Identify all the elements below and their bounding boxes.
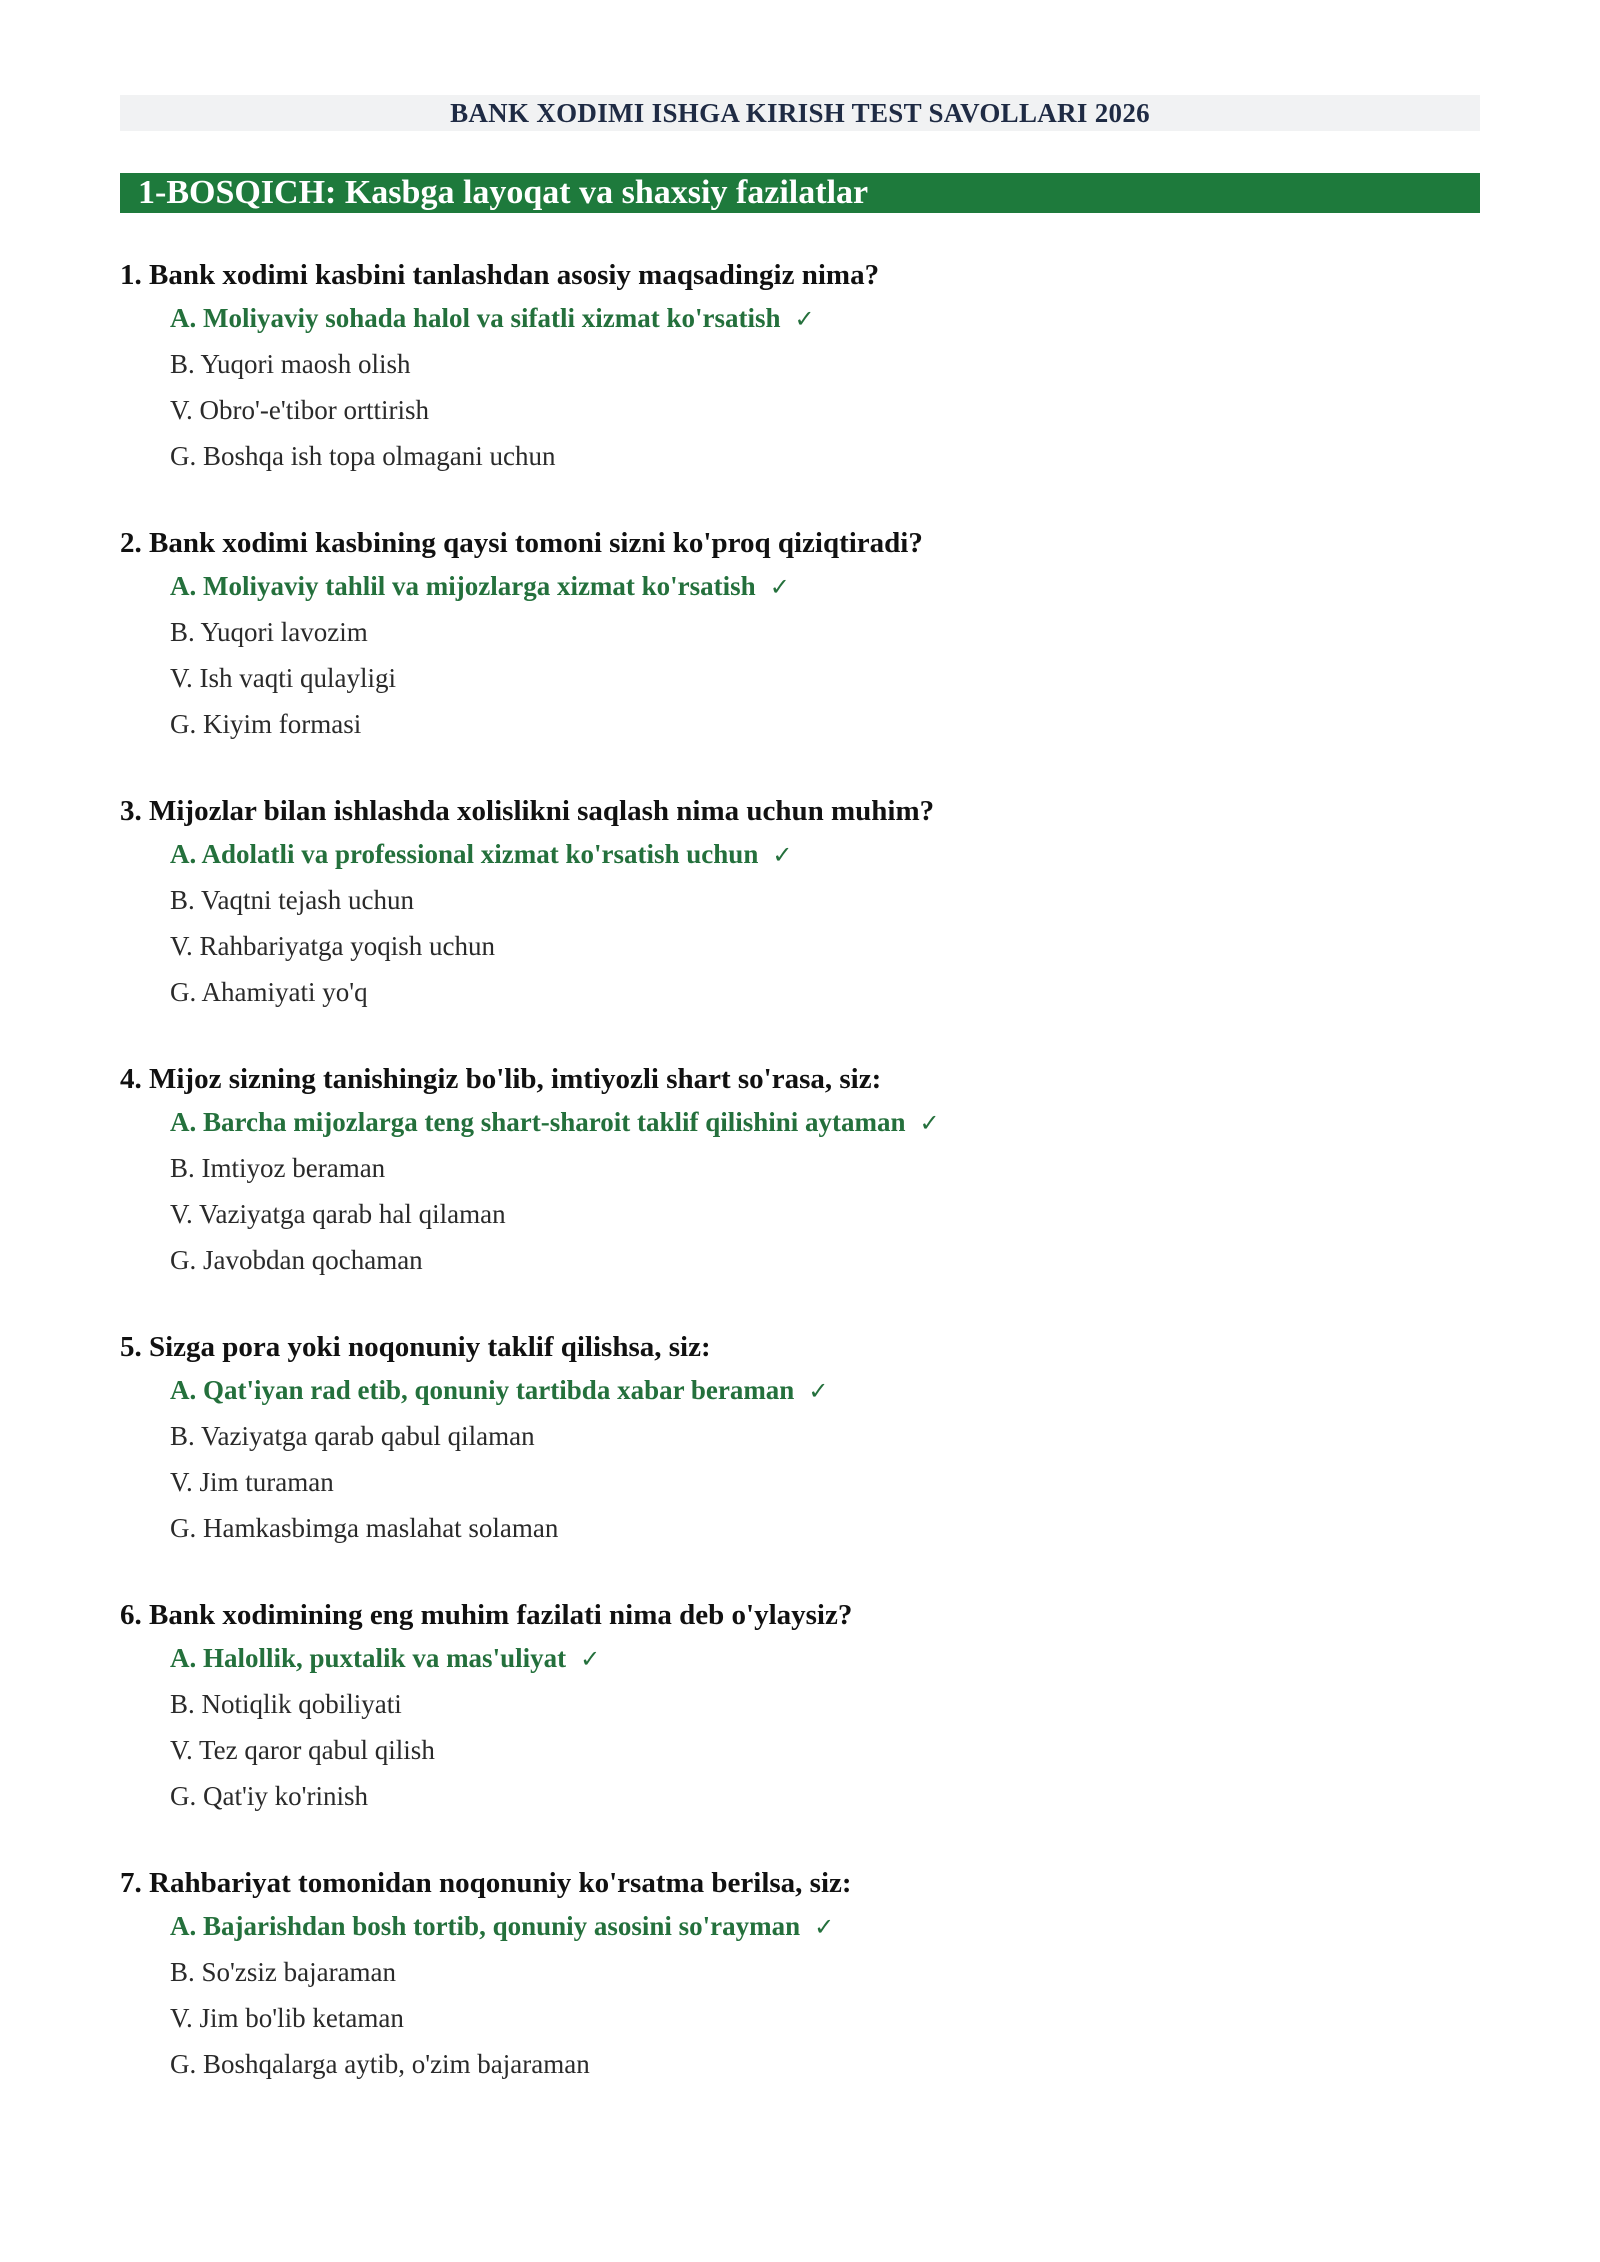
answer-option xyxy=(120,341,1480,387)
answer-option-label: V. Jim turaman xyxy=(170,1467,334,1497)
checkmark-icon: ✓ xyxy=(814,1913,835,1941)
checkmark-icon: ✓ xyxy=(919,1109,940,1137)
question-block xyxy=(120,255,1480,479)
question-title: 5. Sizga pora yoki noqonuniy taklif qilishsa, siz: xyxy=(120,1331,711,1363)
document-title: BANK XODIMI ISHGA KIRISH TEST SAVOLLARI 2026 xyxy=(120,95,1480,131)
answer-option xyxy=(120,1773,1480,1819)
answer-option-label: G. Kiyim formasi xyxy=(170,709,362,739)
checkmark-icon: ✓ xyxy=(769,573,790,601)
answer-option-label: A. Barcha mijozlarga teng shart-sharoit taklif qilishini aytaman xyxy=(170,1107,906,1137)
answer-option-label: A. Bajarishdan bosh tortib, qonuniy asosini so'rayman xyxy=(170,1911,801,1941)
answer-option xyxy=(120,2041,1480,2087)
answer-option xyxy=(120,1145,1480,1191)
correct-answer-option xyxy=(120,1367,1480,1413)
answer-option-label: V. Vaziyatga qarab hal qilaman xyxy=(170,1199,506,1229)
answer-option-label: B. Yuqori maosh olish xyxy=(170,349,411,379)
answer-option-label: V. Rahbariyatga yoqish uchun xyxy=(170,931,495,961)
question-block xyxy=(120,1327,1480,1551)
answer-option-label: A. Halollik, puxtalik va mas'uliyat xyxy=(170,1643,567,1673)
correct-answer-option xyxy=(120,1635,1480,1681)
question-block xyxy=(120,1059,1480,1283)
question-title: 4. Mijoz sizning tanishingiz bo'lib, imtiyozli shart so'rasa, siz: xyxy=(120,1063,882,1095)
question-list xyxy=(120,255,1480,2087)
answer-option xyxy=(120,1413,1480,1459)
answer-option-label: G. Boshqa ish topa olmagani uchun xyxy=(170,441,556,471)
answer-option xyxy=(120,877,1480,923)
answer-option-label: V. Jim bo'lib ketaman xyxy=(170,2003,404,2033)
answer-option xyxy=(120,655,1480,701)
answer-option xyxy=(120,701,1480,747)
answer-option-label: G. Boshqalarga aytib, o'zim bajaraman xyxy=(170,2049,590,2079)
answer-option xyxy=(120,1459,1480,1505)
answer-option xyxy=(120,609,1480,655)
correct-answer-option xyxy=(120,563,1480,609)
question-block xyxy=(120,791,1480,1015)
answer-option xyxy=(120,1995,1480,2041)
checkmark-icon: ✓ xyxy=(580,1645,601,1673)
answer-option xyxy=(120,1681,1480,1727)
checkmark-icon: ✓ xyxy=(808,1377,829,1405)
answer-option xyxy=(120,1191,1480,1237)
answer-option xyxy=(120,1949,1480,1995)
answer-option-label: G. Ahamiyati yo'q xyxy=(170,977,368,1007)
question-title: 1. Bank xodimi kasbini tanlashdan asosiy maqsadingiz nima? xyxy=(120,259,880,291)
question-block xyxy=(120,1863,1480,2087)
checkmark-icon: ✓ xyxy=(772,841,793,869)
question-title: 6. Bank xodimining eng muhim fazilati nima deb o'ylaysiz? xyxy=(120,1599,853,1631)
question-title: 3. Mijozlar bilan ishlashda xolislikni saqlash nima uchun muhim? xyxy=(120,795,935,827)
answer-option-label: B. Vaqtni tejash uchun xyxy=(170,885,414,915)
correct-answer-option xyxy=(120,831,1480,877)
answer-option-label: B. So'zsiz bajaraman xyxy=(170,1957,397,1987)
section-header: 1-BOSQICH: Kasbga layoqat va shaxsiy fazilatlar xyxy=(120,173,1480,213)
answer-option-label: B. Notiqlik qobiliyati xyxy=(170,1689,402,1719)
answer-option-label: A. Moliyaviy sohada halol va sifatli xizmat ko'rsatish xyxy=(170,303,781,333)
answer-option-label: B. Imtiyoz beraman xyxy=(170,1153,386,1183)
answer-option xyxy=(120,1727,1480,1773)
answer-option-label: V. Ish vaqti qulayligi xyxy=(170,663,396,693)
answer-option-label: G. Hamkasbimga maslahat solaman xyxy=(170,1513,559,1543)
correct-answer-option xyxy=(120,1903,1480,1949)
document-page xyxy=(120,95,1480,2087)
answer-option xyxy=(120,1237,1480,1283)
question-block xyxy=(120,1595,1480,1819)
answer-option xyxy=(120,1505,1480,1551)
answer-option xyxy=(120,923,1480,969)
answer-option xyxy=(120,969,1480,1015)
answer-option-label: A. Moliyaviy tahlil va mijozlarga xizmat ko'rsatish xyxy=(170,571,756,601)
answer-option xyxy=(120,387,1480,433)
question-title: 7. Rahbariyat tomonidan noqonuniy ko'rsatma berilsa, siz: xyxy=(120,1867,852,1899)
answer-option-label: A. Adolatli va professional xizmat ko'rsatish uchun xyxy=(170,839,759,869)
answer-option-label: G. Qat'iy ko'rinish xyxy=(170,1781,368,1811)
answer-option xyxy=(120,433,1480,479)
answer-option-label: B. Yuqori lavozim xyxy=(170,617,368,647)
answer-option-label: B. Vaziyatga qarab qabul qilaman xyxy=(170,1421,535,1451)
correct-answer-option xyxy=(120,295,1480,341)
correct-answer-option xyxy=(120,1099,1480,1145)
question-block xyxy=(120,523,1480,747)
question-title: 2. Bank xodimi kasbining qaysi tomoni sizni ko'proq qiziqtiradi? xyxy=(120,527,923,559)
answer-option-label: G. Javobdan qochaman xyxy=(170,1245,423,1275)
answer-option-label: A. Qat'iyan rad etib, qonuniy tartibda xabar beraman xyxy=(170,1375,795,1405)
answer-option-label: V. Obro'-e'tibor orttirish xyxy=(170,395,429,425)
answer-option-label: V. Tez qaror qabul qilish xyxy=(170,1735,435,1765)
checkmark-icon: ✓ xyxy=(794,305,815,333)
